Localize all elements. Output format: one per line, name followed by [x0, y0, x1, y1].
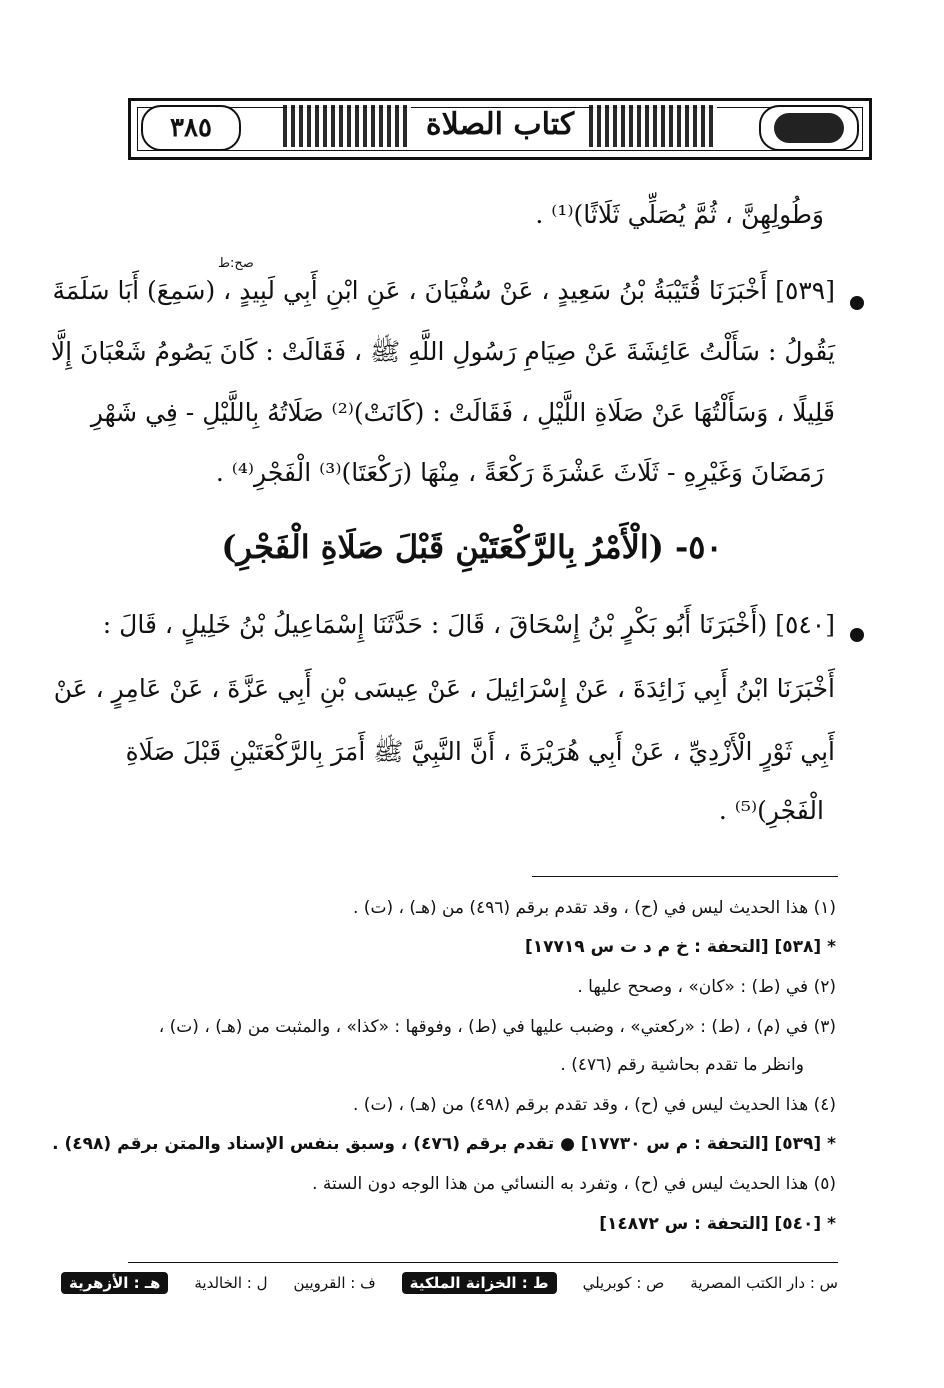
- text-line: أَخْبَرَنَا ابْنُ أَبِي زَائِدَةَ ، عَنْ إِسْرَائِيلَ ، عَنْ عِيسَى بْنِ أَبِي عَزَّةَ ، عَنْ عَامِرٍ ، عَنْ: [53, 674, 835, 703]
- text-line: قَلِيلًا ، وَسَأَلْتُهَا عَنْ صَلَاةِ اللَّيْلِ ، فَقَالَتْ : (كَانَتْ)⁽²⁾ صَلَاتُهُ بِاللَّيْلِ - فِي شَهْرِ: [90, 398, 835, 427]
- footnote: (٥) هذا الحديث ليس في (ح) ، وتفرد به النسائي من هذا الوجه دون الستة .: [312, 1174, 836, 1194]
- text-line: يَقُولُ : سَأَلْتُ عَائِشَةَ عَنْ صِيَامِ رَسُولِ اللَّهِ ﷺ ، فَقَالَتْ : كَانَ يَصُومُ شَعْبَانَ إِلَّا: [50, 337, 835, 366]
- chapter-running-title: كتاب الصلاة: [425, 107, 575, 142]
- footnote: (٢) في (ط) : «كان» ، وصحح عليها .: [577, 977, 836, 997]
- footnote: (١) هذا الحديث ليس في (ح) ، وقد تقدم برقم (٤٩٦) من (هـ) ، (ت) .: [353, 898, 836, 918]
- siglum-highlighted: ط : الخزانة الملكية: [402, 1272, 557, 1294]
- chapter-heading: ٥٠- (الْأَمْرُ بِالرَّكْعَتَيْنِ قَبْلَ صَلَاةِ الْفَجْرِ): [221, 528, 723, 566]
- page-number: ٣٨٥: [141, 105, 241, 151]
- book-logo-icon: [759, 105, 859, 151]
- footnote: (٣) في (م) ، (ط) : «ركعتي» ، وضبب عليها في (ط) ، وفوقها : «كذا» ، والمثبت من (هـ) ، (ت) ،: [158, 1017, 836, 1037]
- takhrij-note: * [٥٤٠] [التحفة : س ١٤٨٧٢]: [599, 1214, 836, 1234]
- text-line: الْفَجْرِ)⁽⁵⁾ .: [718, 796, 824, 825]
- text-line: أَبِي ثَوْرٍ الْأَزْدِيِّ ، عَنْ أَبِي هُرَيْرَةَ ، أَنَّ النَّبِيَّ ﷺ أَمَرَ بِالرَّكْعَتَيْنِ قَبْلَ صَلَاةِ: [125, 737, 835, 766]
- text-line: رَمَضَانَ وَغَيْرِهِ - ثَلَاثَ عَشْرَةَ رَكْعَةً ، مِنْهَا (رَكْعَتَا)⁽³⁾ الْفَجْرِ⁽⁴⁾ .: [215, 458, 824, 487]
- hadith-bullet-icon: [850, 628, 864, 642]
- siglum: ف : القرويين: [293, 1274, 376, 1292]
- manuscript-sigla-legend: [68, 1268, 838, 1298]
- siglum: س : دار الكتب المصرية: [690, 1274, 838, 1292]
- siglum: ص : كوبريلي: [582, 1274, 665, 1292]
- margin-note: صح:ط: [218, 256, 254, 271]
- takhrij-note: * [٥٣٨] [التحفة : خ م د ت س ١٧٧١٩]: [525, 937, 836, 957]
- footnote: (٤) هذا الحديث ليس في (ح) ، وقد تقدم برقم (٤٩٨) من (هـ) ، (ت) .: [353, 1095, 836, 1115]
- siglum: ل : الخالدية: [194, 1274, 268, 1292]
- footer-divider: [128, 1262, 838, 1263]
- hadith-bullet-icon: [850, 296, 864, 310]
- text-line: وَطُولِهِنَّ ، ثُمَّ يُصَلِّي ثَلَاثًا)⁽¹⁾ .: [535, 200, 824, 229]
- text-line: [٥٤٠] (أَخْبَرَنَا أَبُو بَكْرٍ بْنُ إِسْحَاقَ ، قَالَ : حَدَّثَنَا إِسْمَاعِيلُ بْنُ خَلِيلٍ ، قَالَ :: [102, 610, 835, 639]
- footnote-divider: [532, 876, 838, 877]
- header-ornament-right: [589, 105, 717, 147]
- page-header: [128, 98, 872, 160]
- footnote-continuation: وانظر ما تقدم بحاشية رقم (٤٧٦) .: [560, 1055, 804, 1075]
- takhrij-note: * [٥٣٩] [التحفة : م س ١٧٧٣٠] ● تقدم برقم (٤٧٦) ، وسبق بنفس الإسناد والمتن برقم (٤٩٨) .: [52, 1134, 836, 1154]
- text-line: [٥٣٩] أَخْبَرَنَا قُتَيْبَةُ بْنُ سَعِيدٍ ، عَنْ سُفْيَانَ ، عَنِ ابْنِ أَبِي لَبِيدٍ ، (سَمِعَ) أَبَا سَلَمَةَ: [52, 276, 835, 305]
- siglum-highlighted: هـ : الأزهرية: [61, 1272, 168, 1294]
